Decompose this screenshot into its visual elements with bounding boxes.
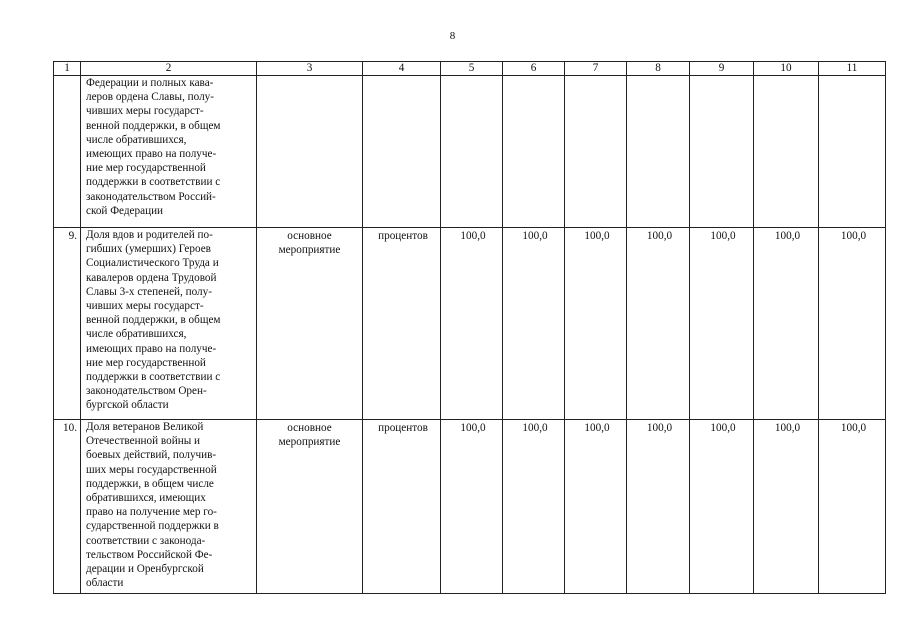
column-header: 8 (627, 62, 690, 76)
column-header: 11 (819, 62, 886, 76)
table-header-row (54, 62, 886, 76)
page-number: 8 (449, 30, 456, 42)
indicator-value: 100,0 (627, 420, 690, 594)
indicator-value (754, 76, 819, 228)
indicator-text: Доля вдов и родителей по- гибших (умерших) Героев Социалистического Труда и кавалеров ордена Трудовой Славы 3-х степеней, полу- чивших меры государст- венной поддержки, в общем числе обратившихся, имеющих право на получе- ние мер государственной поддержки в соответствии с законодательством Орен- бургской области (81, 228, 257, 420)
column-header: 4 (363, 62, 441, 76)
indicator-value: 100,0 (819, 228, 886, 420)
indicator-value: 100,0 (503, 420, 565, 594)
indicator-value: 100,0 (754, 420, 819, 594)
indicator-type: основное мероприятие (257, 228, 363, 420)
indicator-type (257, 76, 363, 228)
indicator-value: 100,0 (690, 228, 754, 420)
indicator-value: 100,0 (565, 228, 627, 420)
indicator-value: 100,0 (627, 228, 690, 420)
indicator-value: 100,0 (441, 420, 503, 594)
column-header: 9 (690, 62, 754, 76)
indicator-value (565, 76, 627, 228)
indicator-value (690, 76, 754, 228)
column-header: 10 (754, 62, 819, 76)
row-number: 9. (54, 228, 81, 420)
column-header: 3 (257, 62, 363, 76)
indicator-value (441, 76, 503, 228)
indicators-table (53, 61, 886, 594)
indicator-value (819, 76, 886, 228)
table-row (54, 420, 886, 594)
column-header: 6 (503, 62, 565, 76)
row-number (54, 76, 81, 228)
indicator-unit: процентов (363, 228, 441, 420)
column-header: 7 (565, 62, 627, 76)
indicator-value: 100,0 (565, 420, 627, 594)
column-header: 1 (54, 62, 81, 76)
row-number: 10. (54, 420, 81, 594)
indicator-value: 100,0 (754, 228, 819, 420)
indicator-value: 100,0 (819, 420, 886, 594)
table-row (54, 228, 886, 420)
indicator-text: Доля ветеранов Великой Отечественной войны и боевых действий, получив- ших меры государственной поддержки, в общем числе обратившихся, имеющих право на получение мер го- сударственной поддержки в соответствии с законода- тельством Российской Фе- дерации и Оренбургской области (81, 420, 257, 594)
indicator-value: 100,0 (503, 228, 565, 420)
indicator-unit: процентов (363, 420, 441, 594)
column-header: 5 (441, 62, 503, 76)
indicator-value: 100,0 (690, 420, 754, 594)
column-header: 2 (81, 62, 257, 76)
indicator-type: основное мероприятие (257, 420, 363, 594)
indicator-unit (363, 76, 441, 228)
table-row (54, 76, 886, 228)
indicator-value (627, 76, 690, 228)
indicator-text: Федерации и полных кава- леров ордена Славы, полу- чивших меры государст- венной поддержки, в общем числе обратившихся, имеющих право на получе- ние мер государственной поддержки в соответствии с законодательством Россий- ской Федерации (81, 76, 257, 228)
indicator-value (503, 76, 565, 228)
indicator-value: 100,0 (441, 228, 503, 420)
